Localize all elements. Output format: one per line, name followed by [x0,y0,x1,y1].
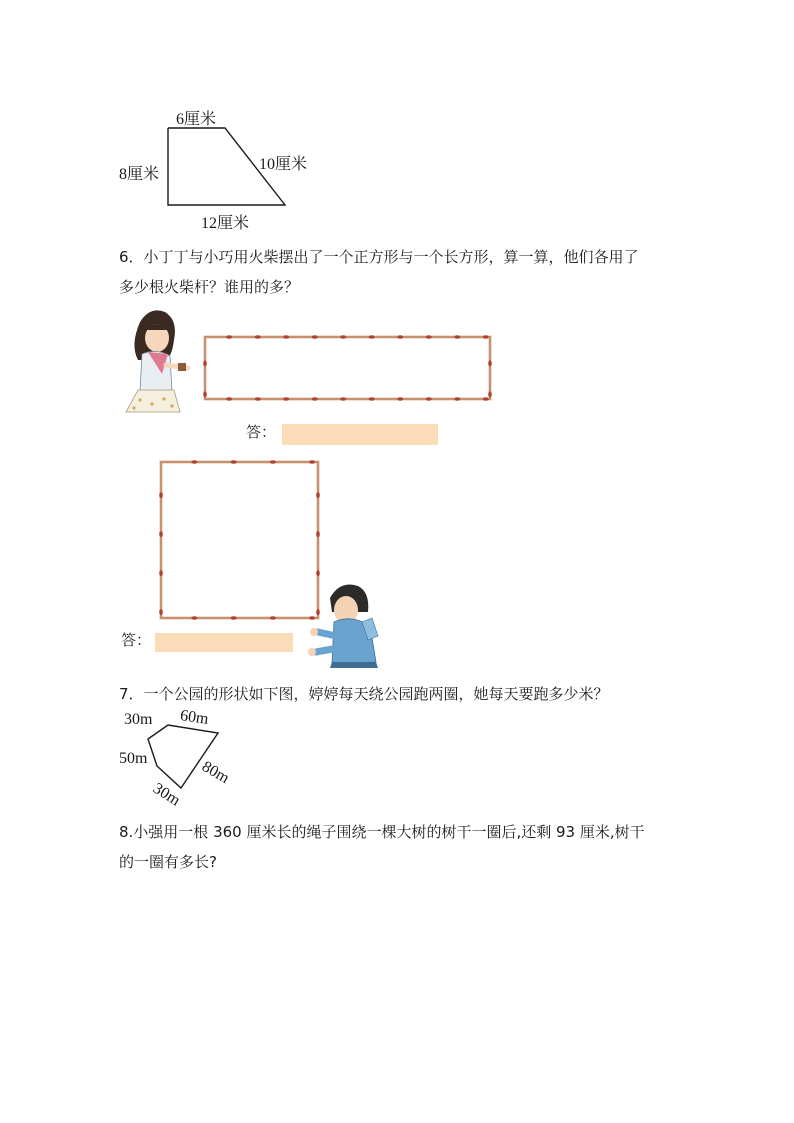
park-side-1-label: 30m [124,711,153,728]
question-7-text: 7．一个公园的形状如下图，婷婷每天绕公园跑两圈，她每天要跑多少米？ [119,685,609,703]
question-8-line-1: 8.小强用一根 360 厘米长的绳子围绕一棵大树的树干一圈后,还剩 93 厘米,树干 [119,823,645,841]
trapezoid-right-label: 10厘米 [259,156,308,173]
park-side-3-label: 50m [119,750,148,767]
trapezoid-bottom-label: 12厘米 [201,215,250,232]
park-side-2-label: 60m [179,707,210,728]
question-6-line-1: 6．小丁丁与小巧用火柴摆出了一个正方形与一个长方形，算一算，他们各用了 [119,248,639,266]
answer-label-rectangle: 答： [246,423,277,441]
trapezoid-top-label: 6厘米 [176,111,217,128]
park-side-4-label: 80m [198,758,233,788]
answer-label-square: 答： [121,631,152,649]
trapezoid-left-label: 8厘米 [119,166,160,183]
park-side-5-label: 30m [149,779,184,810]
question-6-line-2: 多少根火柴杆？谁用的多？ [119,278,300,296]
question-8-line-2: 的一圈有多长? [119,853,217,871]
